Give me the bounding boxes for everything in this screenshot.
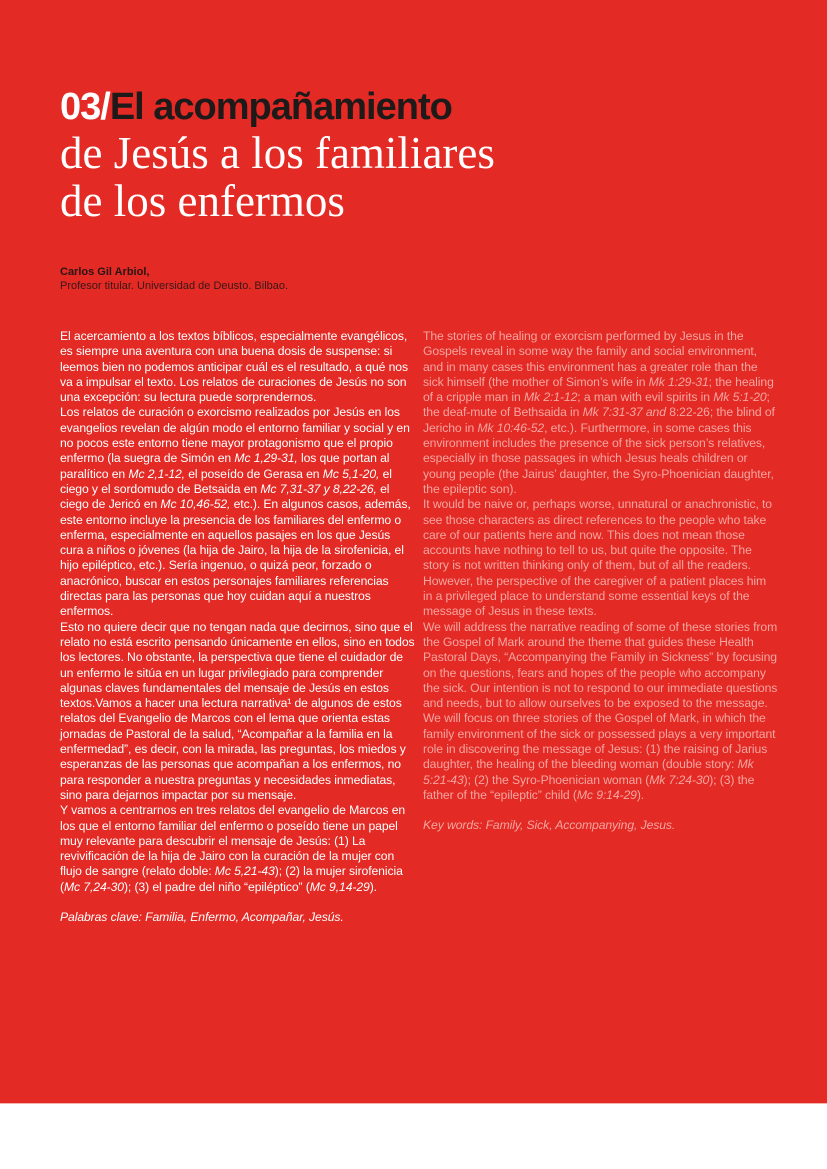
scripture-reference: Mk 1:29-31 bbox=[648, 374, 709, 389]
scripture-reference: Mc 7,24-30 bbox=[63, 879, 124, 894]
scripture-reference: Mk 5:21-43 bbox=[423, 757, 754, 787]
scripture-reference: Mc 7,31-37 y 8,22-26, bbox=[260, 481, 377, 496]
keywords-spanish: Palabras clave: Familia, Enfermo, Acompañar, Jesús. bbox=[60, 909, 344, 924]
title-serif-line-1: de Jesús a los familiares bbox=[60, 128, 495, 178]
article-number: 03/ bbox=[60, 86, 110, 128]
abstract-paragraph: The stories of healing or exorcism performed by Jesus in the Gospels reveal in some way the family and social environment, and in many cases this environment has a greater role than the sick himself (the mother of Simon’s wife in Mk 1:29-31; the healing of a cripple man in Mk 2:1-12; a man with evil spirits in Mk 5:1-20; the deaf-mute of Bethsaida in Mk 7:31-37 and 8:22-26; the blind of Jericho in Mk 10:46-52, etc.). Furthermore, in some cases this environment includes the presence of the sick person’s relatives, especially in those passages in which Jesus heals children or young people (the Jairus’ daughter, the Syro-Phoenician daughter, the epileptic son). bbox=[423, 329, 775, 496]
article-title bbox=[60, 85, 495, 225]
scripture-reference: Mk 7:24-30 bbox=[649, 772, 710, 787]
scripture-reference: Mc 1,29-31, bbox=[234, 451, 298, 466]
title-serif-line-2: de los enfermos bbox=[60, 176, 345, 226]
scripture-reference: Mk 7:31-37 and bbox=[582, 405, 666, 420]
author-name: Carlos Gil Arbiol, bbox=[60, 266, 150, 278]
scripture-reference: Mk 5:1-20 bbox=[713, 390, 767, 405]
keywords-english: Key words: Family, Sick, Accompanying, Jesus. bbox=[423, 818, 676, 833]
abstract-spanish bbox=[60, 329, 415, 925]
abstract-paragraph: We will address the narrative reading of some of these stories from the Gospel of Mark around the theme that guides these Health Pastoral Days, “Accompanying the Family in Sickness” by focusing on the questions, fears and hopes of the people who accompany the sick. Our intention is not to respond to our immediate questions and needs, but to allow ourselves to be exposed to the message. We will focus on three stories of the Gospel of Mark, in which the family environment of the sick or possessed plays a very important role in discovering the message of Jesus: (1) the raising of Jarius daughter, the healing of the bleeding woman (double story: Mk 5:21-43); (2) the Syro-Phoenician woman (Mk 7:24-30); (3) the father of the “epileptic” child (Mc 9:14-29). bbox=[423, 619, 778, 802]
title-bold-text: El acompañamiento bbox=[109, 86, 452, 128]
abstract-paragraph: Y vamos a centrarnos en tres relatos del evangelio de Marcos en los que el entorno familiar del enfermo o poseído tiene un papel muy relevante para descubrir el mensaje de Jesús: (1) La revivificación de la hija de Jairo con la curación de la mujer con flujo de sangre (relato doble: Mc 5,21-43); (2) la mujer sirofenicia (Mc 7,24-30); (3) el padre del niño “epiléptico” (Mc 9,14-29). bbox=[60, 803, 406, 894]
scripture-reference: Mk 2:1-12 bbox=[523, 390, 578, 405]
scripture-reference: Mk 10:46-52 bbox=[477, 420, 545, 435]
abstract-paragraph: It would be naive or, perhaps worse, unnatural or anachronistic, to see those characters as direct references to the people who take care of our patients here and now. This does not mean those accounts have nothing to tell to us, but quite the opposite. The story is not written thinking only of them, but of all the readers. However, the perspective of the caregiver of a patient places him in a privileged place to understand some essential keys of the message of Jesus in these texts. bbox=[423, 497, 772, 619]
abstract-paragraph: Los relatos de curación o exorcismo realizados por Jesús en los evangelios revelan de algún modo el entorno familiar y social y en no pocos este entorno tiene mayor protagonismo que el propio enfermo (la suegra de Simón en Mc 1,29-31, los que portan al paralítico en Mc 2,1-12, el poseído de Gerasa en Mc 5,1-20, el ciego y el sordomudo de Betsaida en Mc 7,31-37 y 8,22-26, el ciego de Jericó en Mc 10,46-52, etc.). En algunos casos, además, este entorno incluye la presencia de los familiares del enfermo o enferma, especialmente en aquellos pasajes en los que Jesús cura a niños o jóvenes (la hija de Jairo, la hija de la sirofenicia, el hijo epiléptico, etc.). Sería ingenuo, o quizá peor, forzado o anacrónico, buscar en estos personajes familiares referencias directas para las personas que hoy cuidan aquí a nuestros enfermos. bbox=[60, 405, 411, 619]
abstract-paragraph: Esto no quiere decir que no tengan nada que decirnos, sino que el relato no está escrito pensando únicamente en ellos, sino en todos los lectores. No obstante, la perspectiva que tiene el cuidador de un enfermo le sitúa en un lugar privilegiado para comprender algunas claves fundamentales del mensaje de Jesús en estos textos.Vamos a hacer una lectura narrativa¹ de algunos de estos relatos del Evangelio de Marcos con el lema que orienta estas jornadas de Pastoral de la salud, “Acompañar a la familia en la enfermedad”, es decir, con la mirada, las preguntas, los miedos y esperanzas de las personas que acompañan a los enfermos, no para responder a nuestra preguntas y necesidades inmediatas, sino para dejarnos impactar por su mensaje. bbox=[60, 619, 415, 802]
abstract-english bbox=[423, 329, 778, 834]
scripture-reference: Mc 9:14-29 bbox=[576, 787, 637, 802]
abstract-paragraph: El acercamiento a los textos bíblicos, especialmente evangélicos, es siempre una aventura con una buena dosis de suspense: si leemos bien no podemos anticipar cuál es el resultado, a qué nos va a impulsar el texto. Los relatos de curaciones de Jesús no son una excepción: su lectura puede sorprendernos. bbox=[60, 329, 408, 405]
author-block bbox=[60, 265, 288, 293]
scripture-reference: Mc 10,46-52, bbox=[160, 497, 231, 512]
scripture-reference: Mc 5,1-20, bbox=[322, 466, 380, 481]
scripture-reference: Mc 9,14-29 bbox=[309, 879, 370, 894]
title-bold-line bbox=[60, 85, 495, 129]
scripture-reference: Mc 2,1-12, bbox=[128, 466, 185, 481]
page-bottom-edge bbox=[0, 1103, 827, 1104]
author-affiliation: Profesor titular. Universidad de Deusto. Bilbao. bbox=[60, 280, 289, 292]
scripture-reference: Mc 5,21-43 bbox=[214, 864, 275, 879]
